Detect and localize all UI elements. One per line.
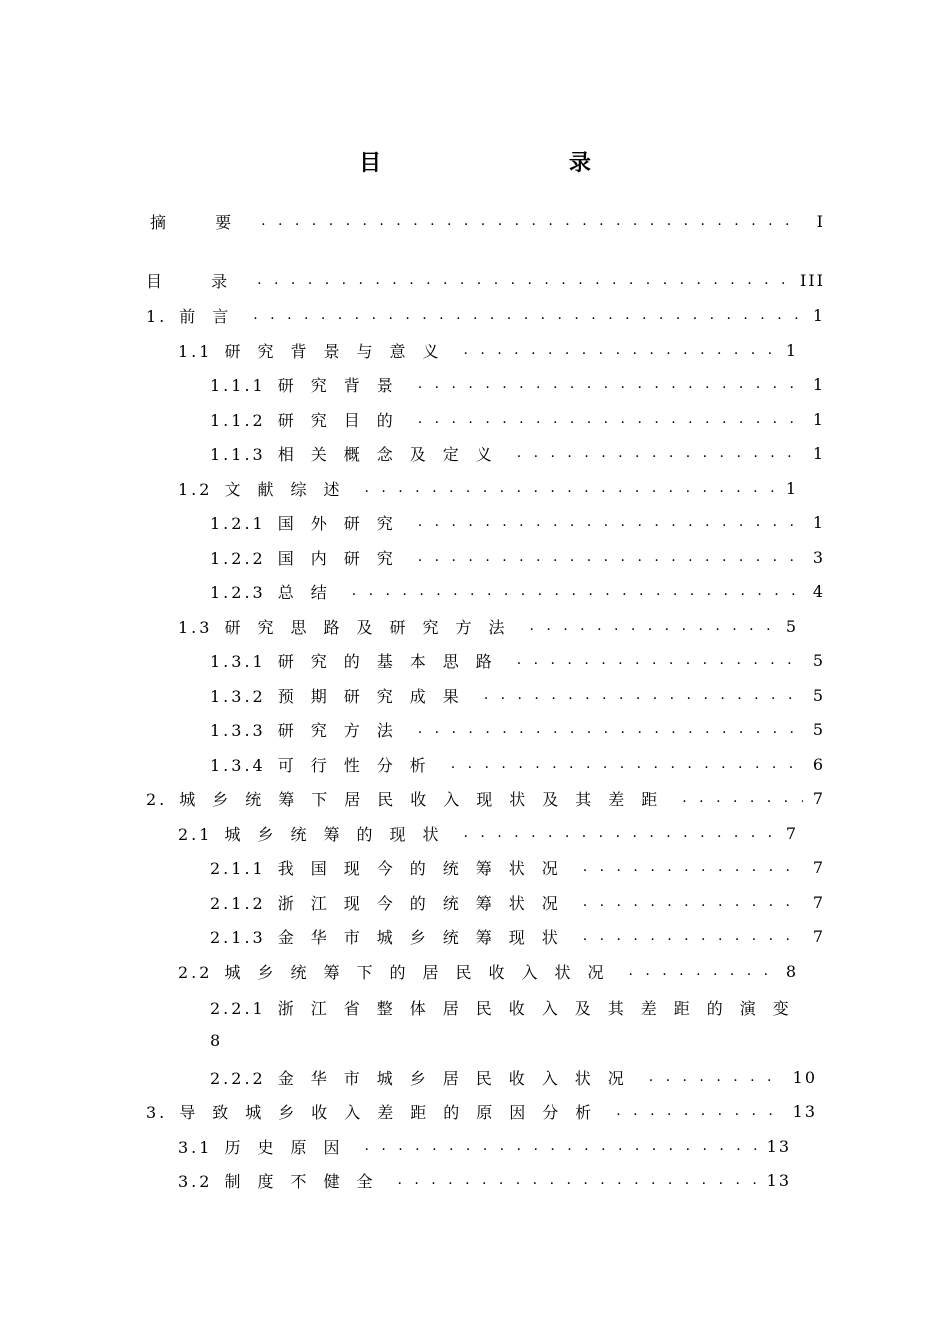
dot-leader [364, 1138, 758, 1154]
toc-entry-label: 1.1 研究背景与意义 [178, 341, 456, 361]
dot-leader [418, 514, 803, 530]
toc-entry-label: 2.1.3 金华市城乡统筹现状 [210, 927, 575, 947]
toc-entry-page: 13 [792, 1101, 817, 1121]
toc-entry-label: 2.2.2 金华市城乡居民收入状况 [210, 1068, 641, 1088]
toc-entry[interactable] [146, 1098, 817, 1124]
dot-leader [682, 790, 803, 806]
dot-leader [517, 445, 803, 461]
toc-entry[interactable] [210, 406, 825, 432]
toc-entry-label: 2.1.2 浙江现今的统筹状况 [210, 893, 575, 913]
toc-entry[interactable] [178, 820, 798, 846]
toc-entry[interactable] [146, 302, 825, 328]
toc-entry[interactable] [210, 889, 825, 915]
toc-entry-page: 5 [812, 685, 825, 705]
toc-entry-label[interactable]: 2.2.1 浙江省整体居民收入及其差距的演变 [210, 999, 806, 1018]
toc-entry[interactable] [210, 544, 825, 570]
toc-entry-label: 3.1 历史原因 [178, 1137, 357, 1157]
toc-entry-label: 1.3.4 可行性分析 [210, 755, 443, 775]
toc-entry-label: 2.1 城乡统筹的现状 [178, 824, 456, 844]
toc-entry[interactable] [210, 854, 825, 880]
toc-entry-page: 7 [812, 788, 825, 808]
toc-entry-page: 5 [812, 650, 825, 670]
toc-entry-label: 1.3.3 研究方法 [210, 720, 410, 740]
dot-leader [261, 213, 803, 229]
dot-leader [451, 756, 803, 772]
toc-entry-label: 1.1.2 研究目的 [210, 410, 410, 430]
dot-leader [517, 652, 803, 668]
toc-entry[interactable] [178, 613, 798, 639]
dot-leader [484, 687, 803, 703]
toc-entry-page: I [816, 211, 825, 231]
toc-entry[interactable] [210, 509, 825, 535]
toc-entry[interactable] [210, 647, 825, 673]
toc-entry-label: 3.2 制度不健全 [178, 1171, 390, 1191]
toc-entry-page: 4 [812, 581, 825, 601]
toc-entry[interactable] [178, 1167, 791, 1193]
dot-leader [418, 376, 803, 392]
toc-entry[interactable] [210, 1064, 817, 1090]
toc-entry-page: 1 [812, 409, 825, 429]
toc-entry-page: 5 [785, 616, 798, 636]
toc-entry[interactable] [210, 923, 825, 949]
toc-entry-label: 1.3 研究思路及研究方法 [178, 617, 522, 637]
toc-entry-label: 1.2 文献综述 [178, 479, 357, 499]
toc-entry-page: 8 [785, 961, 798, 981]
toc-entry-label: 1.1.3 相关概念及定义 [210, 444, 509, 464]
toc-entry-page: 7 [785, 823, 798, 843]
toc-entry-page: 8 [210, 1031, 221, 1050]
dot-leader [418, 721, 803, 737]
toc-entry[interactable] [178, 958, 798, 984]
toc-entry-label: 1.2.2 国内研究 [210, 548, 410, 568]
dot-leader [463, 825, 776, 841]
toc-entry-label: 目 录 [146, 271, 250, 291]
toc-entry-label: 2.1.1 我国现今的统筹状况 [210, 858, 575, 878]
dot-leader [649, 1069, 785, 1085]
dot-leader [253, 307, 803, 323]
dot-leader [616, 1103, 784, 1119]
toc-entry[interactable] [146, 267, 825, 293]
toc-entry-page: 7 [812, 926, 825, 946]
dot-leader [583, 928, 803, 944]
dot-leader [583, 859, 803, 875]
toc-entry-page: 10 [792, 1067, 817, 1087]
toc-entry[interactable] [210, 371, 825, 397]
toc-entry-page: 1 [812, 443, 825, 463]
toc-entry-label: 1.3.2 预期研究成果 [210, 686, 476, 706]
toc-entry-label: 3. 导致城乡收入差距的原因分析 [146, 1102, 609, 1122]
toc-entry-label: 2.2 城乡统筹下的居民收入状况 [178, 962, 621, 982]
toc-entry-label: 1.2.1 国外研究 [210, 513, 410, 533]
dot-leader [418, 549, 803, 565]
toc-entry-page: 5 [812, 719, 825, 739]
dot-leader [529, 618, 776, 634]
dot-leader [397, 1172, 758, 1188]
toc-entry[interactable] [210, 716, 825, 742]
dot-leader [352, 583, 803, 599]
toc-entry[interactable] [210, 578, 825, 604]
toc-entry-page: 6 [812, 754, 825, 774]
page-title: 目 录 [359, 151, 681, 176]
toc-entry[interactable] [178, 337, 798, 363]
toc-entry-page: 1 [812, 305, 825, 325]
dot-leader [583, 894, 803, 910]
dot-leader [257, 272, 792, 288]
toc-entry-page: 1 [785, 340, 798, 360]
toc-entry[interactable] [178, 475, 798, 501]
toc-entry-page: 1 [785, 478, 798, 498]
toc-entry-label: 1.2.3 总结 [210, 582, 344, 602]
toc-entry-page: III [800, 270, 825, 290]
toc-entry-label: 1. 前言 [146, 306, 246, 326]
toc-entry-page: 1 [812, 512, 825, 532]
toc-entry-label: 摘 要 [150, 212, 254, 232]
toc-entry[interactable] [146, 785, 825, 811]
dot-leader [418, 411, 803, 427]
toc-entry-page: 1 [812, 374, 825, 394]
toc-entry[interactable] [150, 208, 825, 234]
toc-entry-label: 1.3.1 研究的基本思路 [210, 651, 509, 671]
toc-entry-page: 7 [812, 892, 825, 912]
dot-leader [364, 480, 776, 496]
dot-leader [628, 963, 776, 979]
toc-entry-page: 13 [766, 1170, 791, 1190]
toc-entry[interactable] [210, 440, 825, 466]
toc-entry[interactable] [210, 682, 825, 708]
toc-entry-page: 3 [812, 547, 825, 567]
toc-entry-label: 1.1.1 研究背景 [210, 375, 410, 395]
toc-entry[interactable] [210, 751, 825, 777]
toc-entry-page: 13 [766, 1136, 791, 1156]
toc-entry-page: 7 [812, 857, 825, 877]
toc-entry[interactable] [178, 1133, 791, 1159]
dot-leader [463, 342, 776, 358]
toc-entry-label: 2. 城乡统筹下居民收入现状及其差距 [146, 789, 675, 809]
